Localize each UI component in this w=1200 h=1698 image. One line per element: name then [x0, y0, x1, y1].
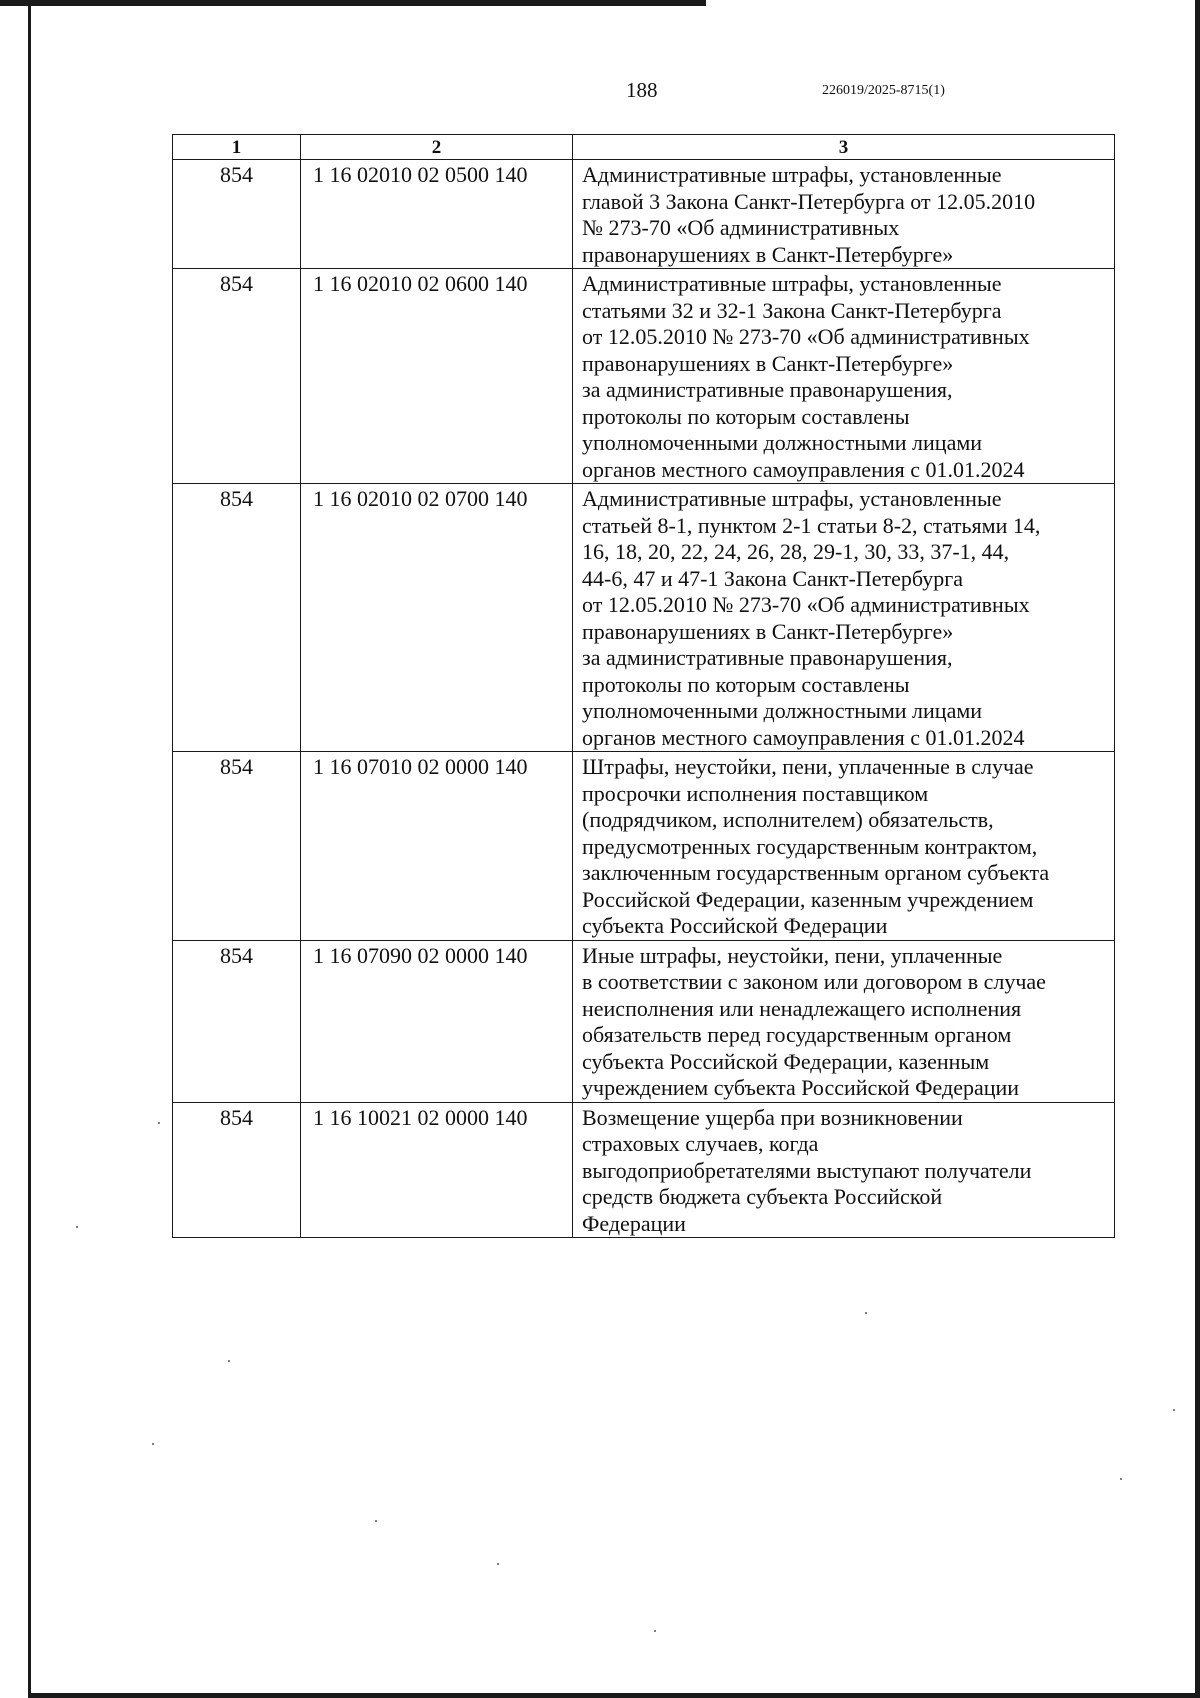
scan-speck — [375, 1520, 377, 1522]
scan-speck — [228, 1360, 230, 1362]
description-line: протоколы по которым составлены — [582, 671, 910, 697]
description-line: от 12.05.2010 № 273-70 «Об административных — [582, 324, 1030, 349]
description-line: Административные штрафы, установленные — [582, 162, 1002, 187]
page-number: 188 — [626, 78, 658, 102]
description-line: Административные штрафы, установленные — [582, 271, 1002, 296]
description-line: статьей 8-1, пунктом 2-1 статьи 8-2, статьями 14, — [582, 512, 1041, 538]
budget-codes-table — [172, 134, 1115, 1238]
description-line: главой 3 Закона Санкт-Петербурга от 12.05.2010 — [582, 188, 1036, 214]
description-line: обязательств перед государственным органом — [582, 1022, 1012, 1047]
description-line: просрочки исполнения поставщиком — [582, 780, 929, 806]
admin-code-cell: 854 — [173, 160, 301, 269]
description-line: Федерации — [582, 1210, 686, 1236]
description-cell — [573, 160, 1115, 269]
scan-border-left — [28, 6, 31, 1694]
table-row — [173, 269, 1115, 484]
table-row — [173, 160, 1115, 269]
description-line: уполномоченными должностными лицами — [582, 430, 983, 455]
description-cell — [573, 752, 1115, 941]
description-line: 44-6, 47 и 47-1 Закона Санкт-Петербурга — [582, 565, 964, 591]
scan-border-right — [1195, 0, 1200, 1698]
table-row — [173, 752, 1115, 941]
description-line: правонарушениях в Санкт-Петербурге» — [582, 618, 954, 644]
kbk-code-cell: 1 16 10021 02 0000 140 — [301, 1102, 573, 1238]
description-line: субъекта Российской Федерации, казенным — [582, 1048, 990, 1074]
admin-code-cell: 854 — [173, 1102, 301, 1238]
description-line: статьями 32 и 32-1 Закона Санкт-Петербурга — [582, 297, 1002, 323]
kbk-code-cell: 1 16 07010 02 0000 140 — [301, 752, 573, 941]
description-line: правонарушениях в Санкт-Петербурге» — [582, 241, 954, 267]
admin-code-cell: 854 — [173, 484, 301, 752]
column-header-1: 1 — [173, 135, 301, 160]
scan-speck — [497, 1563, 499, 1565]
scan-speck — [865, 1312, 867, 1314]
scan-border-top — [0, 0, 706, 6]
description-line: Штрафы, неустойки, пени, уплаченные в случае — [582, 754, 1034, 779]
description-line: за административные правонарушения, — [582, 645, 953, 670]
description-line: органов местного самоуправления с 01.01.2024 — [582, 724, 1025, 750]
description-line: № 273-70 «Об административных — [582, 215, 900, 240]
column-header-3: 3 — [573, 135, 1115, 160]
table-row — [173, 1102, 1115, 1238]
description-line: страховых случаев, когда — [582, 1131, 819, 1156]
description-line: за административные правонарушения, — [582, 377, 953, 402]
scan-speck — [654, 1630, 656, 1632]
kbk-code-cell: 1 16 02010 02 0700 140 — [301, 484, 573, 752]
description-line: уполномоченными должностными лицами — [582, 698, 983, 723]
scan-speck — [76, 1226, 78, 1228]
description-line: от 12.05.2010 № 273-70 «Об административных — [582, 592, 1030, 617]
description-line: протоколы по которым составлены — [582, 403, 910, 429]
kbk-code-cell: 1 16 02010 02 0600 140 — [301, 269, 573, 484]
kbk-code-cell: 1 16 02010 02 0500 140 — [301, 160, 573, 269]
description-cell — [573, 1102, 1115, 1238]
document-id: 226019/2025-8715(1) — [822, 83, 945, 98]
column-header-2: 2 — [301, 135, 573, 160]
description-line: средств бюджета субъекта Российской — [582, 1184, 943, 1209]
description-line: учреждением субъекта Российской Федерации — [582, 1075, 1020, 1100]
admin-code-cell: 854 — [173, 940, 301, 1102]
description-line: субъекта Российской Федерации — [582, 913, 888, 938]
scan-speck — [1173, 1409, 1175, 1411]
description-line: Иные штрафы, неустойки, пени, уплаченные — [582, 942, 1003, 968]
table-row — [173, 484, 1115, 752]
description-line: предусмотренных государственным контрактом, — [582, 833, 1038, 859]
description-cell — [573, 484, 1115, 752]
description-line: правонарушениях в Санкт-Петербурге» — [582, 350, 954, 376]
description-line: Административные штрафы, установленные — [582, 486, 1002, 511]
admin-code-cell: 854 — [173, 269, 301, 484]
description-line: выгодоприобретателями выступают получатели — [582, 1157, 1032, 1183]
description-line: 16, 18, 20, 22, 24, 26, 28, 29-1, 30, 33, 37-1, 44, — [582, 539, 1010, 564]
table-row — [173, 940, 1115, 1102]
description-line: неисполнения или ненадлежащего исполнения — [582, 995, 1022, 1021]
description-line: Возмещение ущерба при возникновении — [582, 1104, 963, 1130]
admin-code-cell: 854 — [173, 752, 301, 941]
scan-speck — [152, 1443, 154, 1445]
description-line: Российской Федерации, казенным учреждением — [582, 886, 1034, 912]
description-cell — [573, 269, 1115, 484]
kbk-code-cell: 1 16 07090 02 0000 140 — [301, 940, 573, 1102]
scan-speck — [158, 1122, 160, 1124]
description-cell — [573, 940, 1115, 1102]
description-line: заключенным государственным органом субъекта — [582, 860, 1050, 885]
scan-border-bottom — [28, 1693, 1200, 1698]
scan-speck — [1120, 1478, 1122, 1480]
table-body — [173, 135, 1115, 1238]
table-header-row — [173, 135, 1115, 160]
description-line: (подрядчиком, исполнителем) обязательств, — [582, 807, 994, 832]
description-line: в соответствии с законом или договором в случае — [582, 969, 1046, 994]
description-line: органов местного самоуправления с 01.01.2024 — [582, 456, 1025, 482]
